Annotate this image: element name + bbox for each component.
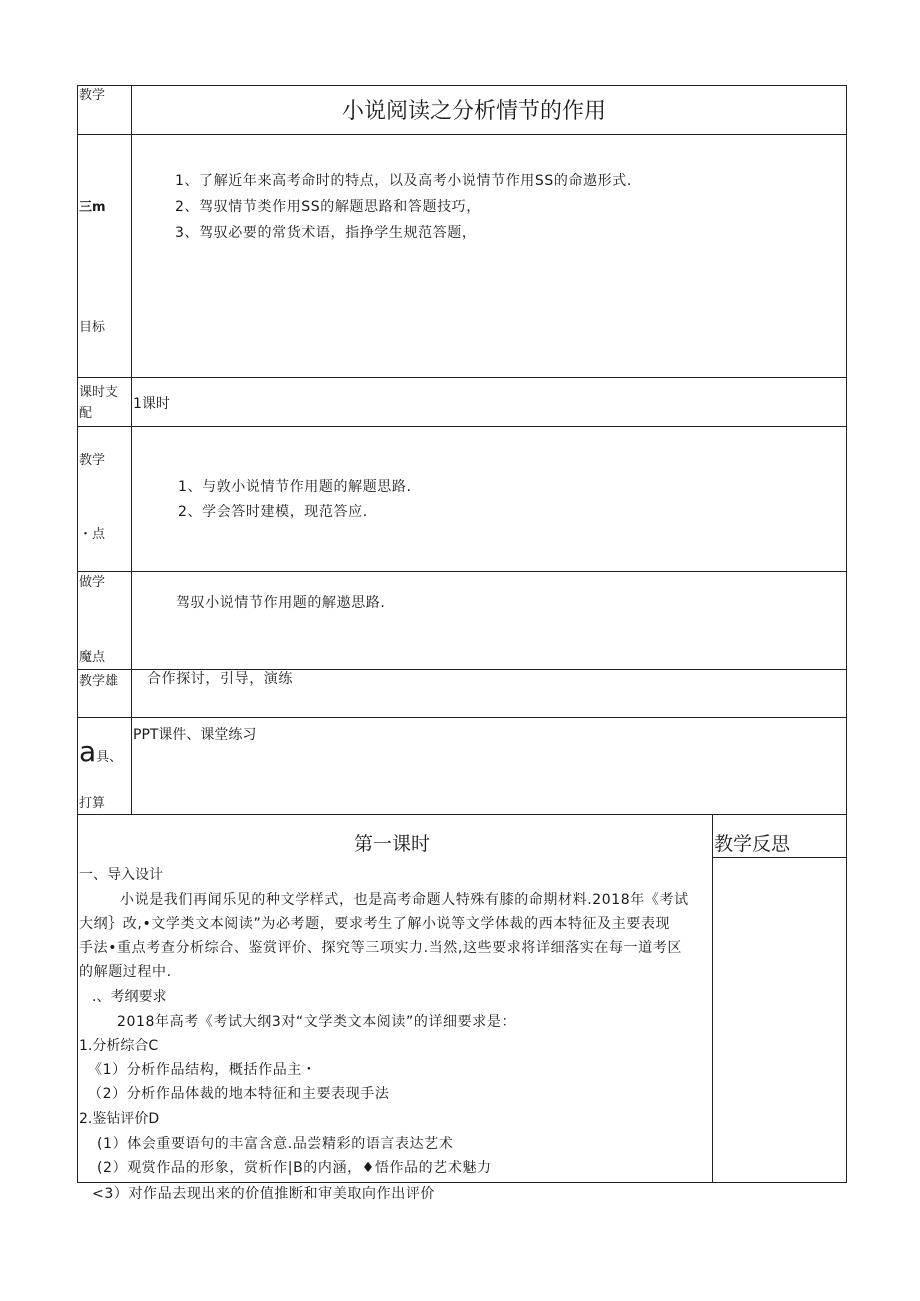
section-title-intro: 一、导入设计 (79, 867, 163, 883)
tools-label-top (79, 735, 123, 772)
rule (77, 377, 847, 378)
item2-sub-2: (2）观赏作品的形象，赏析作|B的内涵，♦悟作品的艺术魅力 (97, 1160, 492, 1176)
item2-title: 2.鉴钻评价D (79, 1111, 160, 1127)
goals-label-top: 三m (79, 200, 106, 215)
difficult-points-label-top: 做学 (79, 575, 106, 590)
key-points-label-bottom: ・点 (79, 527, 106, 542)
intro-line-3: 手法•重点考查分析综合、鉴赏评价、探究等三项实力.当然,这些要求将详细落实在每一道考区 (79, 940, 682, 956)
rule (77, 1182, 847, 1183)
rule (712, 814, 713, 1182)
rule (846, 85, 847, 1182)
key-point-item-1: 1、与敦小说情节作用题的解题思路. (178, 479, 412, 495)
intro-line-4: 的解题过程中. (79, 964, 172, 980)
topic-label: 教学 (79, 88, 106, 103)
hours-value: 1课时 (133, 396, 170, 412)
tools-label-rest: 具、 (96, 750, 123, 765)
rule (77, 426, 847, 427)
rule (77, 85, 847, 86)
item1-sub-2: （2）分析作品体裁的地本特征和主要表现手法 (88, 1086, 390, 1102)
intro-line-2: 大纲｝改,•文学类文本阅读”为必考题，要求考生了解小说等文学体裁的西本特征及主要表现 (79, 916, 671, 932)
rule (131, 85, 132, 814)
goal-item-2: 2、驾驭情节类作用SS的解题思路和答题技巧， (175, 199, 481, 215)
rule (77, 85, 78, 1182)
key-point-item-2: 2、学会答时建模，现范答应. (178, 504, 368, 520)
rule (712, 857, 847, 858)
tools-label-bottom: 打算 (79, 796, 106, 811)
key-points-label-top: 教学 (79, 453, 106, 468)
reflection-heading: 教学反思 (714, 833, 791, 855)
page-title: 小说阅读之分析情节的作用 (342, 99, 607, 124)
difficult-points-label-bottom: 魔点 (79, 650, 106, 665)
hours-label-line2: 配 (79, 406, 93, 421)
syllabus-intro: 2018年高考《考试大纲3对“文学类文本阅读”的详细要求是： (117, 1014, 517, 1030)
rule (77, 814, 847, 815)
rule (77, 134, 847, 135)
intro-line-1: 小说是我们再闻乐见的种文学样式，也是高考命题人特殊有膝的命期材料.2018年《考试 (120, 892, 689, 908)
tools-label-big-letter: a (79, 735, 97, 768)
methods-label: 教学雄 (79, 674, 119, 689)
difficult-points-value: 驾驭小说情节作用题的解遨思路. (176, 595, 386, 611)
item2-sub-3: <3）对作品去现出来的价值推断和审美取向作出评价 (92, 1186, 436, 1202)
rule (77, 571, 847, 572)
goal-item-3: 3、驾驭必要的常货术语，指挣学生规范答题， (175, 225, 477, 241)
section-title-syllabus: .、考纲要求 (92, 989, 167, 1005)
lesson-heading: 第一课时 (354, 833, 431, 855)
item1-title: 1.分析综合C (79, 1038, 159, 1054)
goals-label-bottom: 目标 (79, 320, 106, 335)
methods-value: 合作探讨，引导，演练 (147, 671, 293, 687)
goal-item-1: 1、了解近年来高考命时的特点，以及高考小说情节作用SS的命遨形式. (175, 173, 632, 189)
tools-value: PPT课件、课堂练习 (133, 727, 257, 743)
hours-label-line1: 课时支 (79, 385, 119, 400)
item1-sub-1: 《1）分析作品结构，概括作品主・ (88, 1062, 317, 1078)
rule (77, 717, 847, 718)
item2-sub-1: (1）体会重要语句的丰富含意.品尝精彩的语言表达艺术 (97, 1136, 454, 1152)
